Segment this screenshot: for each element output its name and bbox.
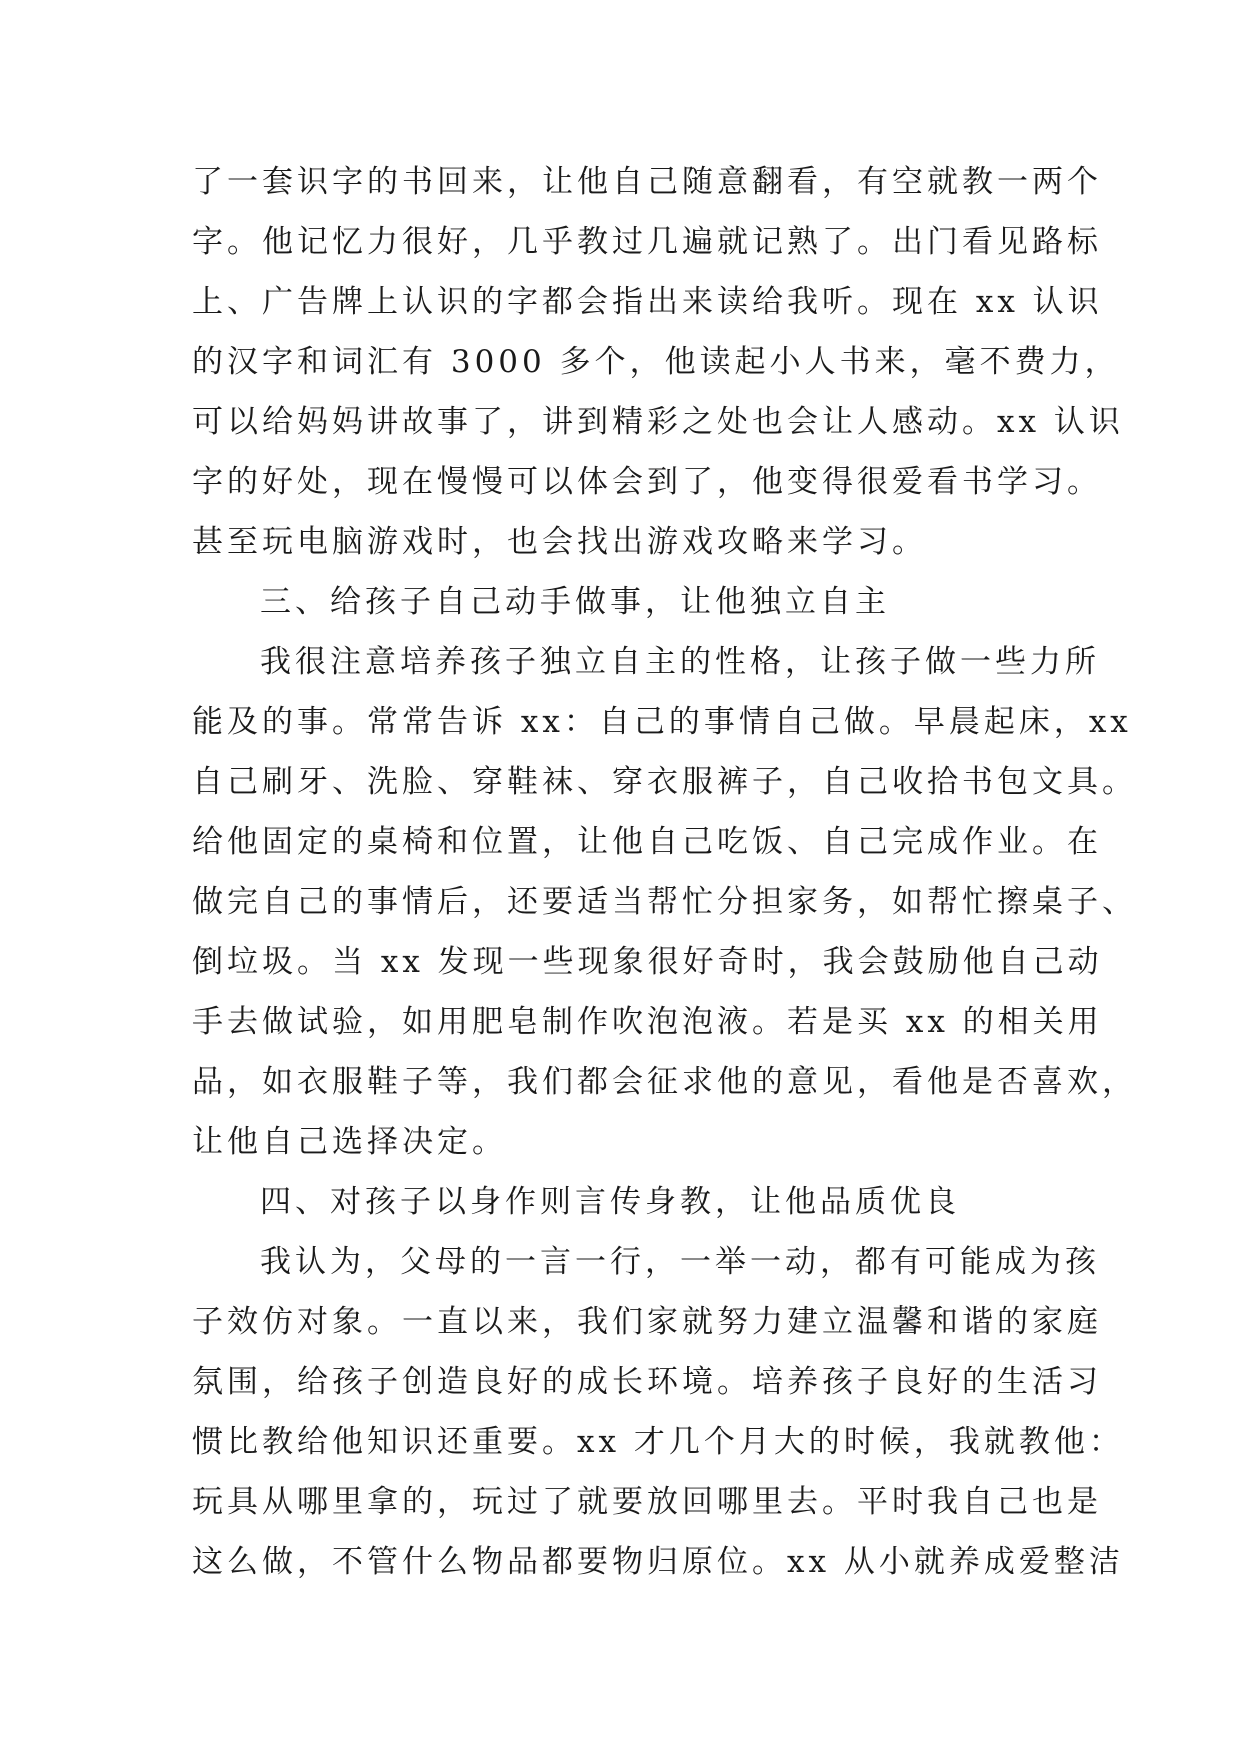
text-line: 自己刷牙、洗脸、穿鞋袜、穿衣服裤子，自己收拾书包文具。 <box>192 764 1137 800</box>
text-line: 氛围，给孩子创造良好的成长环境。培养孩子良好的生活习 <box>192 1364 1102 1400</box>
paragraph-start: 我认为，父母的一言一行，一举一动，都有可能成为孩 <box>260 1244 1100 1280</box>
paragraph-start: 我很注意培养孩子独立自主的性格，让孩子做一些力所 <box>260 644 1100 680</box>
text-line: 的汉字和词汇有 3000 多个，他读起小人书来，毫不费力， <box>192 344 1120 380</box>
text-line: 惯比教给他知识还重要。xx 才几个月大的时候，我就教他： <box>192 1424 1124 1460</box>
text-line: 能及的事。常常告诉 xx：自己的事情自己做。早晨起床，xx <box>192 704 1132 740</box>
text-line: 给他固定的桌椅和位置，让他自己吃饭、自己完成作业。在 <box>192 824 1102 860</box>
text-line: 上、广告牌上认识的字都会指出来读给我听。现在 xx 认识 <box>192 284 1103 320</box>
text-line: 倒垃圾。当 xx 发现一些现象很好奇时，我会鼓励他自己动 <box>192 944 1103 980</box>
text-line: 字。他记忆力很好，几乎教过几遍就记熟了。出门看见路标 <box>192 224 1102 260</box>
body-text <box>192 152 1137 1592</box>
text-line: 了一套识字的书回来，让他自己随意翻看，有空就教一两个 <box>192 164 1102 200</box>
text-line: 字的好处，现在慢慢可以体会到了，他变得很爱看书学习。 <box>192 464 1102 500</box>
text-line: 可以给妈妈讲故事了，讲到精彩之处也会让人感动。xx 认识 <box>192 404 1124 440</box>
text-line: 玩具从哪里拿的，玩过了就要放回哪里去。平时我自己也是 <box>192 1484 1102 1520</box>
text-line: 做完自己的事情后，还要适当帮忙分担家务，如帮忙擦桌子、 <box>192 884 1137 920</box>
text-line: 让他自己选择决定。 <box>192 1124 507 1160</box>
text-line: 手去做试验，如用肥皂制作吹泡泡液。若是买 xx 的相关用 <box>192 1004 1103 1040</box>
text-line: 品，如衣服鞋子等，我们都会征求他的意见，看他是否喜欢， <box>192 1064 1137 1100</box>
text-line: 甚至玩电脑游戏时，也会找出游戏攻略来学习。 <box>192 524 927 560</box>
section-heading: 四、对孩子以身作则言传身教，让他品质优良 <box>260 1184 960 1220</box>
section-heading: 三、给孩子自己动手做事，让他独立自主 <box>260 584 890 620</box>
text-line: 子效仿对象。一直以来，我们家就努力建立温馨和谐的家庭 <box>192 1304 1102 1340</box>
text-line: 这么做，不管什么物品都要物归原位。xx 从小就养成爱整洁 <box>192 1544 1124 1580</box>
